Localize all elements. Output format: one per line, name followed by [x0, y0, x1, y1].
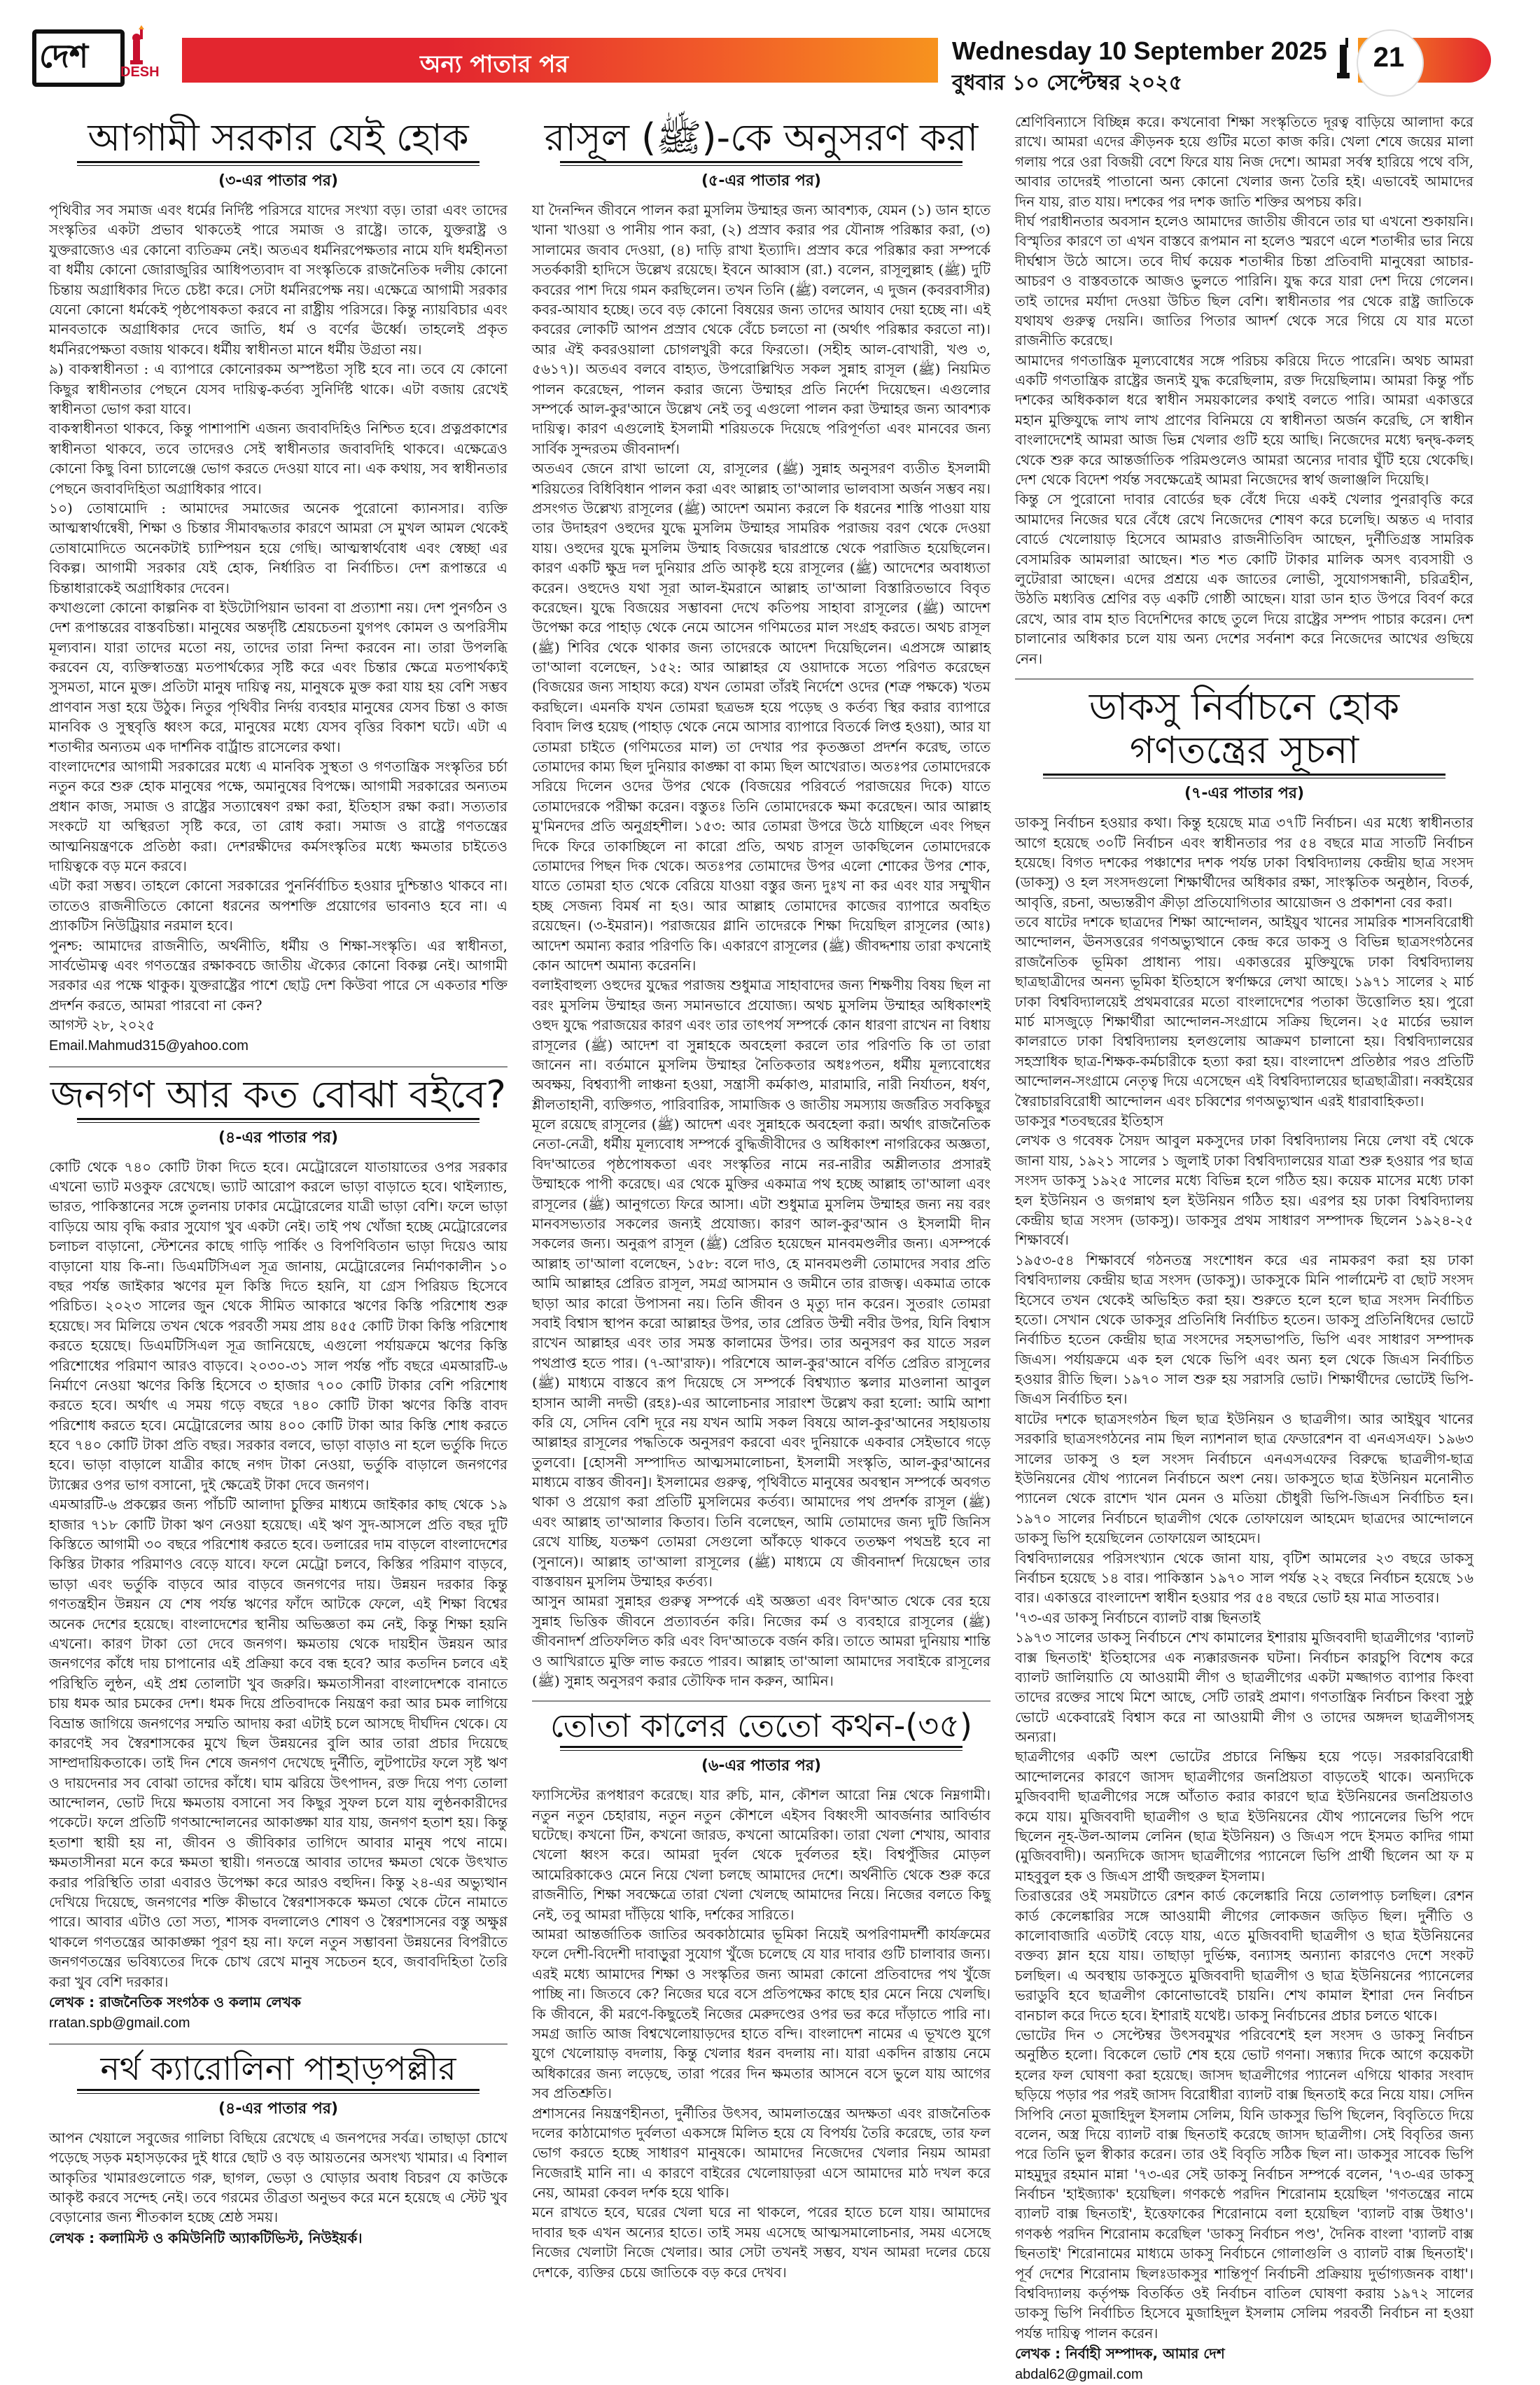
paragraph: আমাদের গণতান্ত্রিক মূল্যবোধের সঙ্গে পরিচয় করিয়ে দিতে পারেনি। অথচ আমরা একটি গণতান্ত্রিক রাষ্ট্রের জন্যই যুদ্ধ করেছিলাম, রক্ত দিয়েছিলাম। আমরা কিন্তু পাঁচ দশকের অধিককাল ধরে স্বাধীন সময়কালের কথাই বলতে পারি। আমরা একাত্তরে মহান মুক্তিযুদ্ধে লাখ লাখ প্রাণের বিনিময়ে যে স্বাধীনতা অর্জন করেছি, সে স্বাধীন বাংলাদেশেই আমরা আজ ভিন্ন খেলার গুটি হয়ে আছি। নিজেদের মধ্যে দ্বন্দ্ব-কলহ থেকে শুরু করে আন্তর্জাতিক পরিমণ্ডলেও আমরা অন্যের দাবার ঘুঁটি হয়ে থেকেছি। দেশ থেকে বিদেশ পর্যন্ত সবক্ষেত্রেই আমরা নিজেদের স্বার্থ জলাঞ্জলি দিয়েছি। — [1015, 351, 1474, 489]
paragraph: বাকস্বাধীনতা থাকবে, কিন্তু পাশাপাশি এজন্য জবাবদিহিও নিশ্চিত হবে। প্রত্নপ্রকাশের স্বাধীনতা থাকবে, তবে তাদেরও সেই স্বাধীনতার জবাবদিহি থাকবে। এক্ষেত্রেও কোনো কিছু বিনা চ্যালেঞ্জে ভোগ করতে দেওয়া যাবে না। এক কথায়, সব স্বাধীনতার পেছনে জবাবদিহিতা অগ্রাধিকার পাবে। — [49, 420, 507, 497]
author-email[interactable]: Email.Mahmud315@yahoo.com — [49, 1037, 248, 1054]
paragraph: মনে রাখতে হবে, ঘরের খেলা ঘরে না থাকলে, পরের হাতে চলে যায়। আমাদের দাবার ছক এখন অন্যের হাতে। তাই সময় এসেছে আত্মসমালোচনার, সময় এসেছে নিজের খেলাটা নিজে খেলার। আর সেটা তখনই সম্ভব, যখন আমরা দলের চেয়ে দেশকে, ব্যক্তির চেয়ে জাতিকে বড় করে দেখব। — [532, 2204, 990, 2281]
author-line: লেখক : রাজনৈতিক সংগঠক ও কলাম লেখক — [49, 1994, 301, 2010]
date-english: Wednesday 10 September 2025 — [952, 36, 1327, 65]
logo-text: দেশ — [39, 37, 89, 75]
continuation-note: (৪-এর পাতার পর) — [218, 1128, 338, 1147]
article-body — [532, 200, 990, 1691]
article-title[interactable]: তোতা কালের তেতো কথন-(৩৫) — [550, 1707, 973, 1745]
author-email[interactable]: rratan.spb@gmail.com — [49, 2015, 190, 2031]
liberty-statue-icon — [120, 28, 151, 64]
section-banner — [182, 38, 938, 83]
paragraph: ১৯৭৩ সালের ডাকসু নির্বাচনে শেখ কামালের ইশারায় মুজিববাদী ছাত্রলীগের 'ব্যালট বাক্স ছিনতাই' ইতিহাসের এক ন্যক্কারজনক ঘটনা। নির্বাচন কারচুপি বিশেষ করে ব্যালট জালিয়াতি যে আওয়ামী লীগ ও ছাত্রলীগের একটা মজ্জাগত ব্যাপার কিংবা তাদের রক্তের সাথে মিশে আছে, সেটি তারই প্রমাণ। গণতান্ত্রিক নির্বাচন কিংবা সুষ্ঠু ভোটে একেবারেই বিশ্বাস করে না আওয়ামী লীগ ও তাদের অঙ্গদল ছাত্রলীগসহ অন্যরা। — [1015, 1629, 1474, 1746]
column-middle — [532, 112, 990, 2366]
desh-logo[interactable] — [28, 25, 175, 95]
paragraph: ১৯৫৩-৫৪ শিক্ষাবর্ষে গঠনতন্ত্র সংশোধন করে এর নামকরণ করা হয় ঢাকা বিশ্ববিদ্যালয় কেন্দ্রীয় ছাত্র সংসদ (ডাকসু)। ডাকসুকে মিনি পার্লামেন্ট বা ছোট সংসদ হিসেবে তখন থেকেই অভিহিত করা হয়। শুরুতে হলে হলে ছাত্র সংসদ নির্বাচিত হতো। সেখান থেকে ডাকসুর প্রতিনিধি নির্বাচিত হতেন। ডাকসু প্রতিনিধিদের ভোটে নির্বাচিত হতেন কেন্দ্রীয় ছাত্র সংসদের সহসভাপতি, ভিপি এবং সাধারণ সম্পাদক জিএস। পর্যায়ক্রমে এক হল থেকে ভিপি এবং অন্য হল থেকে জিএস নির্বাচিত হওয়ার রীতি ছিল। ১৯৭০ সাল শুরু হয় সরাসরি ভোট। শিক্ষার্থীদের ভোটেই ভিপি-জিএস নির্বাচিত হন। — [1015, 1251, 1474, 1408]
paragraph: তবে ষাটের দশকে ছাত্রদের শিক্ষা আন্দোলন, আইয়ুব খানের সামরিক শাসনবিরোধী আন্দোলন, ঊনসত্তরের গণঅভ্যুত্থানে কেন্দ্র করে ডাকসু ও বিভিন্ন ছাত্রসংগঠনের রাজনৈতিক ভূমিকা প্রাধান্য পায়। একাত্তরের মুক্তিযুদ্ধে ঢাকা বিশ্ববিদ্যালয় ছাত্রছাত্রীদের অনন্য ভূমিকা ইতিহাসে স্বর্ণাক্ষরে লেখা আছে। ১৯৭১ সালের ২ মার্চ ঢাকা বিশ্ববিদ্যালয়েই প্রথমবারের মতো বাংলাদেশের পতাকা উত্তোলিত হয়। পুরো মার্চ মাসজুড়ে শিক্ষার্থীরা আন্দোলন-সংগ্রামে সক্রিয় ছিলেন। ২৫ মার্চের ভয়াল কালরাতে ঢাকা বিশ্ববিদ্যালয় হলগুলোয় আক্রমণ চালানো হয়। বিশ্ববিদ্যালয়ের সহস্রাধিক ছাত্র-শিক্ষক-কর্মচারীকে হত্যা করা হয়। বাংলাদেশ প্রতিষ্ঠার পরও প্রতিটি আন্দোলন-সংগ্রামে নেতৃত্ব দিয়ে এসেছেন এই বিশ্ববিদ্যালয়ের ছাত্রছাত্রীরা। নব্বইয়ের স্বৈরাচারবিরোধী আন্দোলন এবং চব্বিশের গণঅভ্যুত্থান এরই ধারাবাহিকতা। — [1015, 914, 1474, 1110]
article-title[interactable]: নর্থ ক্যারোলিনা পাহাড়পল্লীর — [100, 2050, 456, 2087]
article-title[interactable]: ডাকসু নির্বাচনে হোক গণতন্ত্রের সূচনা — [1088, 684, 1400, 773]
continuation-note: (৩-এর পাতার পর) — [218, 172, 339, 190]
subheading: ডাকসুর শতবছরের ইতিহাস — [1015, 1112, 1164, 1129]
paragraph: অতএব জেনে রাখা ভালো যে, রাসূলের (ﷺ) সুন্নাহ অনুসরণ ব্যতীত ইসলামী শরিয়তের বিধিবিধান পালন করা এবং আল্লাহ তা'আলার ভালবাসা অর্জন সম্ভব নয়। প্রসংগত উল্লেখ্য রাসূলের (ﷺ) আদেশ অমান্য করলে কি ধরনের শাস্তি পাওয়া যায় তার উদাহরণ ওহুদের যুদ্ধে মুসলিম উম্মাহর সামরিক পরাজয় বরণ থেকে দেওয়া যায়। ওহুদের যুদ্ধে মুসলিম উম্মাহ বিজয়ের দ্বারপ্রান্তে থেকে পরাজিত হয়েছিলেন। কারণ একটি ক্ষুদ্র দল দুনিয়ার প্রতি আকৃষ্ট হয়ে রাসূলের (ﷺ) আদেশের অবাধ্যতা করেন। ওহুদেও যথা সূরা আল-ইমরানে আল্লাহ তা'আলা বিস্তারিতভাবে বিবৃত করেছেন। যুদ্ধে বিজয়ের সম্ভাবনা দেখে কতিপয় সাহাবা রাসূলের (ﷺ) আদেশ উপেক্ষা করে পাহাড় থেকে নেমে আসেন গণিমতের মাল সংগ্রহ করতে। অথচ রাসূল (ﷺ) শিবির থেকে থাকার জন্য তাদেরকে আদেশ দিয়েছিলেন। এপ্রসঙ্গে আল্লাহ তা'আলা বলেছেন, ১৫২: আর আল্লাহর যে ওয়াদাকে সত্যে পরিণত করেছেন (বিজয়ের জন্য সাহায্য করে) যখন তোমরা তাঁরই নির্দেশে ওদের (শত্রু পক্ষকে) খতম করছিলে। এমনকি যখন তোমরা ছত্রভঙ্গ হয়ে পড়েছ ও কর্তব্য স্থির করার ব্যাপারে বিবাদ লিপ্ত হয়েছ (পাহাড় থেকে নেমে আসার ব্যাপারে বিতর্কে লিপ্ত হওয়া), আর যা তোমরা চাইতে (গণিমতের মাল) তা দেখার পর কৃতজ্ঞতা প্রদর্শন করেছ, তাতে তোমাদের কাম্য ছিল দুনিয়ার কাঙ্ক্ষা বা কাম্য ছিল আখেরাত। অতঃপর তোমাদেরকে সরিয়ে দিলেন ওদের উপর থেকে (বিজয়ের পরিবর্তে পরাজয়ের দিকে) যাতে তোমাদেরকে পরীক্ষা করেন। বস্তুতঃ তিনি তোমাদেরকে ক্ষমা করেছেন। আর আল্লাহ মু'মিনদের প্রতি অনুগ্রহশীল। ১৫৩: আর তোমরা উপরে উঠে যাচ্ছিলে এবং পিছন দিকে ফিরে তাকাচ্ছিলে না কারো প্রতি, অথচ রাসূল ডাকছিলেন তোমাদেরকে তোমাদের পিছন দিক থেকে। অতঃপর তোমাদের উপর এলো শোকের উপর শোক, যাতে তোমরা হাত থেকে বেরিয়ে যাওয়া বস্তুর জন্য দুঃখ না কর এবং যার সম্মুখীন হচ্ছ সেজন্য বিমর্ষ না হও। আর আল্লাহ তোমাদের কাজের ব্যাপারে অবহিত রয়েছেন। (৩-ইমরান)। পরাজয়ের গ্লানি তাদেরকে শিক্ষা দিয়েছিল রাসূলের (আঃ) আদেশ অমান্য করার পরিণতি কি। একারণে রাসূলের (ﷺ) জীবদ্দশায় তারা কখনোই কোন আদেশ অমান্য করেননি। — [532, 460, 990, 974]
paragraph: ১০) তোষামোদি : আমাদের সমাজের অনেক পুরোনো ক্যানসার। ব্যক্তি আত্মস্বার্থান্বেষী, শিক্ষা ও চিন্তার সীমাবদ্ধতার কারণে আমরা সে মুখল আমল থেকেই তোষামোদিতে অনেকটাই চ্যাম্পিয়ন হয়ে গেছি। আত্মস্বার্থবোধ এবং স্বেচ্ছা এর বিকল্প। আগামী সরকার যেই হোক, নির্ধারিত বা নির্বাচিত। দেশ রূপান্তরে এ চিন্তাধারাকেই অগ্রাধিকার দেবেন। — [49, 499, 507, 596]
page-header — [28, 25, 1512, 95]
column-right — [1015, 112, 1474, 2383]
continuation-note: (৭-এর পাতার পর) — [1184, 785, 1305, 803]
paragraph: এমআরটি-৬ প্রকল্পের জন্য পাঁচটি আলাদা চুক্তির মাধ্যমে জাইকার কাছ থেকে ১৯ হাজার ৭১৮ কোটি টাকা ঋণ নেওয়া হয়েছে। এই ঋণ সুদ-আসলে প্রতি বছর দুটি কিস্তিতে আগামী ৩০ বছরে পরিশোধ করতে হবে। ডলারের দাম বাড়লে বাংলাদেশের কিস্তির টাকার পরিমাণও বেড়ে যাবে। ফলে মেট্রো চলবে, কিস্তির পরিমাণ বাড়বে, ভাড়া এবং ভর্তুকি বাড়বে আর বাড়বে জনগণের দায়। উন্নয়ন দরকার কিন্তু গণতন্ত্রহীন উন্নয়ন যে শেষ পর্যন্ত ঋণের ফাঁদে আটকে ফেলে, এই শিক্ষা বিশ্বের অনেক দেশের হয়েছে। বাংলাদেশের স্থানীয় অভিজ্ঞতা কম নেই, কিন্তু শিক্ষা হয়নি এখনো। কারণ টাকা তো দেবে জনগণ। ক্ষমতায় থেকে দায়হীন উন্নয়ন আর জনগণের কাঁধে দায় চাপানোর এই প্রক্রিয়া কবে বন্ধ হবে? আর কতদিন চলবে এই পরিস্থিতি লুন্ঠন, এই প্রশ্ন তোলাটা খুব জরুরি। ক্ষমতাসীনরা বাংলাদেশকে বানাতে চায় ধমক আর চমকের দেশ। ধমক দিয়ে প্রতিবাদকে নিয়ন্ত্রণ করা আর চমক লাগিয়ে বিভ্রান্ত জাগিয়ে জনগণের সম্মতি আদায় করা এটাই চলে আসছে দীর্ঘদিন থেকে। যে কারণেই সব স্বৈরশাসকের মুখে ছিল উন্নয়নের বুলি আর তারা প্রচার দিয়েছে সাম্প্রদায়িকতাকে। তাই দিন শেষে জনগণ দেখেছে দুর্নীতি, লুটপাটের ফলে সৃষ্ট ঋণ ও দায়দেনার সব বোঝা তাদের কাঁধে। ঘাম ঝরিয়ে উৎপাদন, রক্ত দিয়ে পণ্য তোলা আন্দোলন, ভোট দিয়ে ক্ষমতায় বসানো সব কিছুর সুফল চলে যায় লুণ্ঠনকারীদের পকেটে। ফলে প্রতিটি গণআন্দোলনের আকাঙ্ক্ষা যার যায়, জনগণ হতাশ হয়। কিন্তু হতাশা স্থায়ী হয় না, জীবন ও জীবিকার তাগিদে আবার মানুষ পথে নামে। ক্ষমতাসীনরা মনে করে ক্ষমতা স্থায়ী। গনতন্ত্রে আবার তাদের ক্ষমতা থেকে উৎখাত করার পরিস্থিতি তারা এবারও উপেক্ষা করে আরও বহুদিন। কিন্তু ২৪-এর অভ্যুত্থান দেখিয়ে দিয়েছে, জনগণের শক্তি কীভাবে স্বৈরশাসককে ক্ষমতা থেকে টেনে নামাতে পারে। আবার এটাও তো সত্য, শাসক বদলালেও শোষণ ও স্বৈরশাসনের বস্তু অক্ষুণ্ণ থাকলে গণতন্ত্রের আকাঙ্ক্ষা পূরণ হয় না। ফলে নতুন সম্ভাবনা উন্নয়নের বিপরীতে জনগণতন্ত্রের ভবিষ্যতের দিকে চোখ রেখে মানুষ সচেতন হবে, জবাবদিহিতা তৈরি করা খুব বেশি দরকার। — [49, 1496, 507, 1990]
section-divider — [532, 1700, 990, 1702]
paragraph: লেখক ও গবেষক সৈয়দ আবুল মকসুদের ঢাকা বিশ্ববিদ্যালয় নিয়ে লেখা বই থেকে জানা যায়, ১৯২১ সালের ১ জুলাই ঢাকা বিশ্ববিদ্যালয়ের যাত্রা শুরু হওয়ার পর ছাত্র সংসদ ডাকসু ১৯২৫ সালের মধ্যে বিভিন্ন হলে গঠিত হয়। কয়েক মাসের মধ্যে ঢাকা হল ইউনিয়ন ও জগন্নাথ হল ইউনিয়ন গঠিত হয়। এরপর হয় ঢাকা বিশ্ববিদ্যালয় কেন্দ্রীয় ছাত্র সংসদ (ডাকসু)। ডাকসুর প্রথম সাধারণ সম্পাদক ছিলেন ১৯২৪-২৫ শিক্ষাবর্ষে। — [1015, 1132, 1474, 1249]
article-dakshu-nirbachon — [1015, 685, 1474, 2385]
paragraph: ভোটের দিন ৩ সেপ্টেম্বর উৎসবমুখর পরিবেশেই হল সংসদ ও ডাকসু নির্বাচন অনুষ্ঠিত হলো। বিকেলে ভোট শেষ হয়ে ভোট গণনা। সন্ধ্যার দিকে আগে কয়েকটা হলের ফল ঘোষণা করা হয়েছে। জাসদ ছাত্রলীগের প্যানেল এগিয়ে থাকার সংবাদ ছড়িয়ে পড়ার পর পরই জাসদ বিরোধীরা ব্যালট বাক্স ছিনতাই করে নিয়ে যায়। সেদিন সিপিবি নেতা মুজাহিদুল ইসলাম সেলিম, যিনি ডাকসুর ভিপি ছিলেন, বিবৃতিতে দিয়ে বলেন, অস্ত্র দিয়ে ব্যালট বাক্স ছিনতাই করেছে জাসদ ছাত্রলীগ। সেই বিবৃতির জন্য পরে তিনি ভুল স্বীকার করেন। তার ওই বিবৃতি সঠিক ছিল না। ডাকসুর সাবেক ভিপি মাহমুদুর রহমান মান্না '৭৩-এর সেই ডাকসু নির্বাচন সম্পর্কে বলেন, '৭৩-এর ডাকসু নির্বাচন 'হাইজ্যাক' হয়েছিল। গণকণ্ঠে পরদিন শিরোনাম হয়েছিল 'গণতন্ত্রের নামে ব্যালট বাক্স ছিনতাই', ইত্তেফাকের শিরোনামে বলা হয়েছিল 'ব্যালট বাক্স উধাও'। গণকণ্ঠ পরদিন শিরোনাম করেছিল 'ডাকসু নির্বাচন পণ্ড', দৈনিক বাংলা 'ব্যালট বাক্স ছিনতাই' শিরোনামের মাধ্যমে ডাকসু নির্বাচনে গোলাগুলি ও ব্যালট বাক্স ছিনতাই'। পূর্ব দেশের শিরোনাম ছিলঃডাকসুর শান্তিপূর্ণ নির্বাচনী প্রক্রিয়ায় দুর্ভাগ্যজনক বাধা'। বিশ্ববিদ্যালয় কর্তৃপক্ষ বিতর্কিত ওই নির্বাচন বাতিল ঘোষণা করায় ১৯৭২ সালের ডাকসু ভিপি নির্বাচিত হিসেবে মুজাহিদুল ইসলাম সেলিম পরবর্তী নির্বাচন না হওয়া পর্যন্ত দায়িত্ব পালন করেন। — [1015, 2026, 1474, 2342]
paragraph: বলাইবাহুল্য ওহুদের যুদ্ধের পরাজয় শুধুমাত্র সাহাবাদের জন্য শিক্ষণীয় বিষয় ছিল না বরং মুসলিম উম্মাহর জন্য সমানভাবে প্রযোজ্য। অথচ মুসলিম উম্মাহর অধিকাংশই ওহুদ যুদ্ধে পরাজয়ের কারণ এবং তার তাৎপর্য সম্পর্কে কোন ধারণা রাখেন না বিধায় রাসূলের (ﷺ) আদেশ বা সুন্নাহকে অবহেলা করলে তার পরিণতি কি তা তারা জানেন না। বর্তমানে মুসলিম উম্মাহর নৈতিকতার অধঃপতন, ধর্মীয় মূল্যবোধের অবক্ষয়, বিশ্বব্যাপী লাঞ্চনা হওয়া, সন্ত্রাসী কর্মকাণ্ড, মারামারি, নারী নির্যাতন, ধর্ষণ, শ্লীলতাহানী, ব্যক্তিগত, পারিবারিক, সামাজিক ও জাতীয় সমস্যায় জর্জরিত সবকিছুর মূলে রয়েছে রাসূলের (ﷺ) আদেশ এবং সুন্নাহকে অবহেলা করা। অর্থাৎ রাজনৈতিক নেতা-নেত্রী, ধর্মীয় মূল্যবোধ সম্পর্কে বুদ্ধিজীবীদের ও অধিকাংশ নাগরিকের অজ্ঞতা, বিদ'আতের পৃষ্ঠপোষকতা এবং সংস্কৃতির নামে নর-নারীর অশ্লীলতার প্রসারই উম্মাহকে পাপী করেছে। এর থেকে মুক্তির একমাত্র পথ হচ্ছে আল্লাহ তা'আলা এবং রাসূলের (ﷺ) আনুগত্যে ফিরে আসা। এটা শুধুমাত্র মুসলিম উম্মাহর জন্য নয় বরং মানবসভ্যতার সকলের জন্যই প্রযোজ্য। কারণ আল-কুর'আন ও ইসলামী দীন সকলের জন্য। অনুরূপ রাসূল (ﷺ) প্রেরিত হয়েছেন মানবমণ্ডলীর জন্য। এসম্পর্কে আল্লাহ তা'আলা বলেছেন, ১৫৮: বলে দাও, হে মানবমণ্ডলী তোমাদের সবার প্রতি আমি আল্লাহর প্রেরিত রাসূল, সমগ্র আসমান ও জমীনে তার রাজত্ব। একমাত্র তাকে ছাড়া আর কারো উপাসনা নয়। তিনি জীবন ও মৃত্যু দান করেন। সুতরাং তোমরা সবাই বিশ্বাস স্থাপন করো আল্লাহর উপর, তার প্রেরিত উম্মী নবীর উপর, যিনি বিশ্বাস রাখেন আল্লাহর এবং তার সমস্ত কালামের উপর। তার অনুসরণ কর যাতে সরল পথপ্রাপ্ত হতে পার। (৭-আ'রাফ)। পরিশেষে আল-কুর'আনে বর্ণিত প্রেরিত রাসূলের (ﷺ) মাধ্যমে বাস্তবে রূপ দিয়েছে সে সম্পর্কে বিশ্বখ্যাত স্কলার মাওলানা আবুল হাসান আলী নদভী (রহঃ)-এর আলোচনার সারাংশ উল্লেখ করা হলো: আমি আশা করি যে, সেদিন বেশি দূরে নয় যখন আমি সকল বিষয়ে আল-কুর'আনের সহায়তায় আল্লাহর রাসূলের পদ্ধতিকে অনুসরণ করবো এবং দুনিয়াকে একবার সেইভাবে গড়ে তুলবো। [হোসনী সম্পাদিত আত্মসমালোচনা, ইসলামী সংস্কৃতি, আল-কুর'আনের মাধ্যমে বাস্তব জীবন]। ইসলামের গুরুত্ব, পৃথিবীতে মানুষের অবস্থান সম্পর্কে অবগত থাকা ও প্রয়োগ করা প্রতিটি মুসলিমের কর্তব্য। আমাদের পথ প্রদর্শক রাসূল (ﷺ) এবং আল্লাহ তা'আলার কিতাব। তিনি বলেছেন, আমি তোমাদের জন্য দুটি জিনিস রেখে যাচ্ছি, যতক্ষণ তোমরা সেগুলো আঁকড়ে থাকবে ততক্ষণ পথভ্রষ্ট হবে না (সুনানে)। আল্লাহ তা'আলা রাসূলের (ﷺ) মাধ্যমে যে জীবনাদর্শ দিয়েছেন তার বাস্তবায়ন মুসলিম উম্মাহর কর্তব্য। — [532, 977, 990, 1590]
author-line: লেখক : কলামিস্ট ও কমিউনিটি অ্যাকটিভিস্ট, নিউইয়র্ক। — [49, 2229, 363, 2246]
article-tota-kaler — [532, 1707, 990, 2282]
continuation-note: (৫-এর পাতার পর) — [701, 172, 821, 190]
article-body — [1015, 813, 1474, 2343]
paragraph: ফ্যাসিস্টের রূপধারণ করেছে। যার রুচি, মান, কৌশল আরো নিম্ন থেকে নিম্নগামী। নতুন নতুন চেহারায়, নতুন নতুন কৌশলে এইসব বিধ্বংসী আবর্জনার আবির্ভাব ঘটেছে। কখনো টিন, কখনো জারড, কখনো আমেরিকা। তারা খেলা শেখায়, আবার খেলো ধ্বংস করে। আমরা দুর্বল থেকে দুর্বলতর হই। বিশ্বপুঁজির মোড়ল আমেরিকাকেও মেনে নিয়ে খেলা চলছে আমাদের দেশে। অর্থনীতি থেকে শুরু করে রাজনীতি, শিক্ষা সবক্ষেত্রে তারা খেলা খেলছে আমাদের নিয়ে। নিজের বলতে কিছু নেই, তবু আমরা দাঁড়িয়ে থাকি, দর্শকের সারিতে। — [532, 1786, 990, 1923]
paragraph: ডাকসু নির্বাচন হওয়ার কথা। কিন্তু হয়েছে মাত্র ৩৭টি নির্বাচন। এর মধ্যে স্বাধীনতার আগে হয়েছে ৩০টি নির্বাচন এবং স্বাধীনতার পর ৫৪ বছরে মাত্র সাতটি নির্বাচন হয়েছে। বিগত দশকের পঞ্চাশের দশক পর্যন্ত ঢাকা বিশ্ববিদ্যালয় কেন্দ্রীয় ছাত্র সংসদ (ডাকসু) ও হল সংসদগুলো শিক্ষার্থীদের অধিকার রক্ষা, সাংস্কৃতিক অনুষ্ঠান, বিতর্ক, আবৃত্তি, রচনা, অভ্যন্তরীণ ক্রীড়া প্রতিযোগিতার আয়োজন ও প্রকাশনা বের করা। — [1015, 814, 1474, 911]
article-body — [49, 1157, 507, 1992]
continuation-note: (৬-এর পাতার পর) — [701, 1757, 822, 1775]
banner-label: অন্য পাতার পর — [420, 50, 569, 78]
continuation-note: (৪-এর পাতার পর) — [218, 2099, 338, 2118]
section-divider — [49, 1066, 507, 1068]
date-bangla: বুধবার ১০ সেপ্টেম্বর ২০২৫ — [952, 71, 1183, 95]
title-rule — [77, 2089, 479, 2094]
section-divider — [1015, 678, 1474, 680]
paragraph: ষাটের দশকে ছাত্রসংগঠন ছিল ছাত্র ইউনিয়ন ও ছাত্রলীগ। আর আইয়ুব খানের সরকারি ছাত্রসংগঠনের নাম ছিল ন্যাশনাল ছাত্র ফেডারেশন বা এনএসএফ। ১৯৬৩ সালের ডাকসু ও হল সংসদ নির্বাচনে এনএসএফের বিরুদ্ধে ছাত্রলীগ-ছাত্র ইউনিয়নের যৌথ প্যানেল নির্বাচনে অংশ নেয়। ডাকসুতে ছাত্র ইউনিয়ন মনোনীত প্যানেল থেকে রাশেদ খান মেনন ও মতিয়া চৌধুরী ভিপি-জিএস নির্বাচিত হন। ১৯৭০ সালের নির্বাচনে ছাত্রলীগ থেকে তোফায়েল আহমেদ ছাত্রদের আন্দোলনে ডাকসু ভিপি হয়েছিলেন তোফায়েল আহমেদ। — [1015, 1410, 1474, 1547]
title-rule — [77, 161, 479, 166]
paragraph: বাংলাদেশের আগামী সরকারের মধ্যে এ মানবিক সুস্থতা ও গণতান্ত্রিক সংস্কৃতির চর্চা নতুন করে শুরু হোক মানুষের পক্ষে, অমানুষের বিপক্ষে। আগামী সরকারের অন্যতম প্রধান কাজ, সমাজ ও রাষ্ট্রের সত্যান্বেষণ রক্ষা করা, ইতিহাস রক্ষা করা। সত্যতার সংকটে যা অস্থিরতা সৃষ্টি করে, তা রোধ করা। সমাজ ও রাষ্ট্রে গণতন্ত্রের আত্মনিয়ন্ত্রণকে প্রতিষ্ঠা করা। দেশরক্ষীদের কর্মসংস্কৃতির মধ্যে ক্ষমতার চাইতেও দায়িত্বকে বড় মনে করবে। — [49, 758, 507, 874]
paragraph: পৃথিবীর সব সমাজ এবং ধর্মের নির্দিষ্ট পরিসরে যাদের সংখ্যা বড়। তারা এবং তাদের সংস্কৃতির একটা প্রভাব থাকতেই পারে সমাজ ও রাষ্ট্রে। তাকে, যুক্তরাষ্ট্র ও যুক্তরাজ্যেও এর কোনো ব্যতিক্রম নেই। অতএব ধর্মনিরপেক্ষতার নামে যদি ধর্মহীনতা বা ধর্মীয় কোনো জোরাজুরির আধিপত্যবাদ বা সংস্কৃতিকে রাজনৈতিক দলীয় কোনো চিন্তায় অগ্রাধিকার দিতে চেষ্টা করে। সেটা ধর্মনিরপেক্ষ নয়। এক্ষেত্রে আগামী সরকার যেনো কোনো ধর্মকেই পৃষ্ঠপোষকতা করবে না রাষ্ট্রীয় পরিসরে। কিন্তু ন্যায়বিচার এবং মানবতাকে অগ্রাধিকার দেবে জাতি, ধর্ম ও বর্ণের ঊর্ধ্বে। তাহলেই প্রকৃত ধর্মনিরপেক্ষতা বজায় থাকবে। ধর্মীয় স্বাধীনতা মানে ধর্মীয় উগ্রতা নয়। — [49, 202, 507, 358]
article-north-carolina — [49, 2050, 507, 2248]
paragraph: পুনশ্চ: আমাদের রাজনীতি, অর্থনীতি, ধর্মীয় ও শিক্ষা-সংস্কৃতি। এর স্বাধীনতা, সার্বভৌমত্ব এবং গণতন্ত্রের রক্ষাকবচে জাতীয় ঐক্যের কোনো বিকল্প নেই। আগামী সরকার এর পক্ষে থাকুক। যুক্তরাষ্ট্রের পাশে ছোট্ট দেশ কিউবা পারে সে একতার শক্তি প্রদর্শন করতে, আমরা পারবো না কেন? — [49, 937, 507, 1014]
column-left — [49, 112, 507, 2366]
article-tota-kaler-continued — [1015, 112, 1474, 669]
paragraph: শ্রেণিবিন্যাসে বিচ্ছিন্ন করে। কখনোবা শিক্ষা সংস্কৃতিতে দূরত্ব বাড়িয়ে আলাদা করে রাখে। আমরা এদের ক্রীড়নক হয়ে গুটির মতো কাজ করি। খেলা শেষে জয়ের মালা গলায় পরে ওরা বিজয়ী বেশে ফিরে যায় নিজ দেশে। আমরা সর্বস্ব হারিয়ে পথে বসি, আবার তাদেরই পাতানো অন্য কোনো খেলার জন্য তৈরি হই। এভাবেই আমাদের দিন যায়, রাত যায়। দশকের পর দশক জাতি শক্তির অপচয় করি। — [1015, 113, 1474, 210]
article-title[interactable]: জনগণ আর কত বোঝা বইবে? — [50, 1072, 506, 1117]
paragraph: যা দৈনন্দিন জীবনে পালন করা মুসলিম উম্মাহর জন্য আবশ্যক, যেমন (১) ডান হাতে খানা খাওয়া ও পানীয় পান করা, (২) প্রস্রাব করার পর যৌনাঙ্গ পরিষ্কার করা, (৩) সালামের জবাব দেওয়া, (৪) দাড়ি রাখা ইত্যাদি। প্রস্রাব করে পরিষ্কার করা সম্পর্কে সতর্ককারী হাদিসে উল্লেখ রয়েছে। ইবনে আব্বাস (রা.) বলেন, রাসূলুল্লাহ (ﷺ) দুটি কবরের পাশ দিয়ে গমন করছিলেন। তখন তিনি (ﷺ) বললেন, এ দুজন (কবরবাসীর) কবর-আযাব হচ্ছে। তবে বড় কোনো বিষয়ের জন্য তাদের আযাব দেয়া হচ্ছে না। এই কবরের লোকটি আপন প্রস্রাব থেকে বেঁচে চলতো না (অর্থাৎ পরিষ্কার করতো না)। আর ঐই কবরওয়ালা চোগলখুরী করে ফিরতো। (সহীহ আল-বোখারী, খণ্ড ৩, ৫৬১৭)। অতএব বলবে বাহ্যত, উপরোল্লিখিত সকল সুন্নাহ রাসূল (ﷺ) নিয়মিত পালন করেছেন, পালন করার জন্যে উম্মাহর প্রতি নির্দেশ দিয়েছেন। এগুলোর সম্পর্কে আল-কুর'আনে উল্লেখ নেই তবু এগুলো পালন করা উম্মাহর জন্য আবশ্যক দায়িত্ব। কারণ এগুলোই ইসলামী শরিয়তকে দিয়েছে পরিপূর্ণতা এবং মানবের জন্য সার্বিক সুন্দরতম জীবনাদর্শ। — [532, 202, 990, 457]
author-line: লেখক : নির্বাহী সম্পাদক, আমার দেশ — [1015, 2345, 1225, 2363]
logo-subtitle: DESH — [120, 64, 160, 80]
paragraph: কোটি থেকে ৭৪০ কোটি টাকা দিতে হবে। মেট্রোরেলে যাতায়াতের ওপর সরকার এখনো ভ্যাট মওকুফ রেখেছে। ভ্যাট আরোপ করলে ভাড়া বাড়াতে হবে। থাইল্যান্ড, ভারত, পাকিস্তানের সঙ্গে তুলনায় ঢাকার মেট্রোরেলের যাত্রী ভাড়া বেশি। ফলে ভাড়া বাড়িয়ে আয় বৃদ্ধি করার সুযোগ খুব একটা নেই। তাই পথ খোঁজা হচ্ছে মেট্রোরেলের চলাচল বাড়ানো, স্টেশনের কাছে গাড়ি পার্কিং ও বিপণিবিতান ভাড়া দিয়েও আয় বাড়ানো যায় কি-না। ডিএমটিসিএল সূত্র জানায়, মেট্রোরেলের নির্মাণকালীন ১০ বছর পর্যন্ত জাইকার ঋণের মূল কিস্তি দিতে হয়নি, যা গ্রেস পিরিয়ড হিসেবে পরিচিত। ২০২৩ সালের জুন থেকে সীমিত আকারে ঋণের কিস্তি পরিশোধ শুরু হয়েছে। সব মিলিয়ে তখন থেকে পরবর্তী সময় প্রায় ৪৫৫ কোটি টাকা কিস্তি পরিশোধ করতে হয়েছে। ডিএমটিসিএল সূত্র জানিয়েছে, এগুলো পর্যায়ক্রমে ঋণের কিস্তি পরিশোধের পরিমাণ আরও বাড়বে। ২০৩০-৩১ সাল পর্যন্ত পাঁচ বছরে এমআরটি-৬ নির্মাণে নেওয়া ঋণের কিস্তি হিসেবে ৩ হাজার ৭০০ কোটি টাকার বেশি পরিশোধ করতে হবে। অর্থাৎ এ সময় গড়ে বছরে ৭৪০ কোটি টাকা ঋণের কিস্তি বাবদ পরিশোধ করতে হবে। মেট্রোরেলের আয় ৪০০ কোটি টাকা আর কিস্তি শোধ করতে হবে ৭৪০ কোটি টাকা প্রতি বছর। সরকার বলবে, ভাড়া বাড়াও না হলে ভর্তুকি দিতে হবে। ভাড়া বাড়ালে যাত্রীর কাছে নগদ টাকা নেওয়া, ভর্তুকি বাড়ালে জনগণের ট্যাক্সের ওপর ভাগ বসানো, দুই ক্ষেত্রেই টাকা দেবে জনগণ। — [49, 1158, 507, 1493]
paragraph: তিরাত্তরের ওই সময়টাতে রেশন কার্ড কেলেঙ্কারি নিয়ে তোলপাড় চলছিল। রেশন কার্ড কেলেঙ্কারির সঙ্গে আওয়ামী লীগের লোকজন জড়িত ছিল। দুর্নীতি ও কালোবাজারি এতটাই বেড়ে যায়, এতে মুজিববাদী ছাত্রলীগ ও ছাত্র ইউনিয়নের বক্তব্য ম্লান হয়ে যায়। তাছাড়া দুর্ভিক্ষ, বন্যাসহ অন্যান্য কারণেও দেশে সংকট চলছিল। এ অবস্থায় ডাকসুতে মুজিববাদী ছাত্রলীগ ও ছাত্র ইউনিয়নের প্যানেলের ভরাডুবি হবে ছাত্রলীগ কোনোভাবেই চায়নি। শেখ কামাল ইশারা দেন নির্বাচন বানচাল করে দিতে হবে। ইশারাই যথেষ্ট। ডাকসু নির্বাচনের প্রচার চলতে থাকে। — [1015, 1887, 1474, 2024]
paragraph: আসুন আমরা সুন্নাহর গুরুত্ব সম্পর্কে এই অজ্ঞতা এবং বিদ'আত থেকে বের হয়ে সুন্নাহ ভিত্তিক জীবনে প্রত্যাবর্তন করি। নিজের কর্ম ও ব্যবহারে রাসূলের (ﷺ) জীবনাদর্শ প্রতিফলিত করি এবং বিদ'আতকে বর্জন করি। তাতে আমরা দুনিয়ায় শান্তি ও আখিরাতে মুক্তি লাভ করতে পারব। আল্লাহ তা'আলা আমাদের সবাইকে রাসূলের (ﷺ) সুন্নাহ অনুসরণ করার তৌফিক দান করুন, আমিন। — [532, 1593, 990, 1689]
article-agami-sorkar — [49, 116, 507, 1056]
paragraph: আমরা আন্তর্জাতিক জাতির অবকাঠামোর ভূমিকা নিয়েই অপরিণামদর্শী কার্যক্রমের ফলে দেশী-বিদেশী দাবাড়ুরা সুযোগ খুঁজে চলেছে যে যার দাবার গুটি চালাবার জন্য। এরই মধ্যে আমাদের শিক্ষা ও সংস্কৃতির জন্য আমরা কোনো প্রতিবাদের পথ খুঁজে পাচ্ছি না। জিতবে কে? নিজের ঘরে বসে প্রতিপক্ষের কাছে হার মেনে নিয়ে খেলছি। কি জীবনে, কী মরণে-কিছুতেই নিজের মেরুদণ্ডের ওপর ভর করে দাঁড়াতে পারি না। সমগ্র জাতি আজ বিশ্বখেলোয়াড়দের হাতে বন্দি। বাংলাদেশ নামের এ ভূখণ্ডে যুগে যুগে খেলোয়াড় বদলায়, কিন্তু খেলার ধরন বদলায় না। যারা একদিন রাস্তায় নেমে অধিকারের জন্য লড়েছে, তারা পরের দিন ক্ষমতার আসনে বসে ভুলে যায় আগের সব প্রতিশ্রুতি। — [532, 1926, 990, 2102]
article-body — [1015, 112, 1474, 669]
paragraph: আপন খেয়ালে সবুজের গালিচা বিছিয়ে রেখেছে এ জনপদের সর্বত্র। তাছাড়া চোখে পড়েছে সড়ক মহাসড়কের দুই ধারে ছোট ও বড় আয়তনের অসংখ্য খামার। এ বিশাল আকৃতির খামারগুলোতে গরু, ছাগল, ভেড়া ও ঘোড়ার অবাধ বিচরণ যে কাউকে আকৃষ্ট করবে সন্দেহ নেই। তবে গরমের তীব্রতা অনুভব করে মনে হয়েছে এ স্টেট খুব বেড়ানোর জন্য শীতকাল হচ্ছে শ্রেষ্ঠ সময়। — [49, 2129, 507, 2226]
paragraph: ছাত্রলীগের একটি অংশ ভোটের প্রচারে নিষ্ক্রিয় হয়ে পড়ে। সরকারবিরোধী আন্দোলনের কারণে জাসদ ছাত্রলীগের জনপ্রিয়তা বাড়তেই থাকে। অন্যদিকে মুজিববাদী ছাত্রলীগের সঙ্গে আঁতাত করার কারণে ছাত্র ইউনিয়নের জনপ্রিয়তাও কমে যায়। মুজিববাদী ছাত্রলীগ ও ছাত্র ইউনিয়নের যৌথ প্যানেলের ভিপি পদে ছিলেন নূহ-উল-আলম লেনিন (ছাত্র ইউনিয়ন) ও জিএস পদে ইসমত কাদির গামা (মুজিববাদী)। অন্যদিকে জাসদ ছাত্রলীগের প্যানেলে ভিপি প্রার্থী ছিলেন আ ফ ম মাহবুবুল হক ও জিএস প্রার্থী জহুরুল ইসলাম। — [1015, 1748, 1474, 1884]
article-body — [49, 2128, 507, 2227]
paragraph: এটা করা সম্ভব। তাহলে কোনো সরকারের পুনর্নির্বাচিত হওয়ার দুশ্চিন্তাও থাকবে না। তাতেও রাজনীতিতে কোনো ধরনের অপশক্তি প্রয়োগের ভাবনাও হবে না। এ প্র্যাকটিস নিউট্রিয়ার নরমাল হবে। — [49, 877, 507, 935]
article-rasul-onusoron — [532, 116, 990, 1691]
article-body — [532, 1785, 990, 2282]
article-title[interactable]: আগামী সরকার যেই হোক — [88, 116, 469, 160]
article-body — [49, 200, 507, 1035]
liberty-statue-icon — [1331, 38, 1357, 80]
article-title[interactable]: রাসূল (ﷺ)-কে অনুসরণ করা — [544, 116, 979, 160]
section-divider — [49, 2043, 507, 2045]
title-rule — [560, 161, 962, 166]
paragraph: কিন্তু সে পুরোনো দাবার বোর্ডের ছক বেঁধে দিয়ে একই খেলার পুনরাবৃত্তি করে আমাদের নিজের ঘরে বেঁধে রেখে নিজেদের শোষণ করে চলেছি। অন্তত এ দাবার বোর্ডে খেলোয়াড় হিসেবে আমরাও রাজনীতিবিদ আছেন, দুর্নীতিগ্রস্ত সামরিক বেসামরিক আমলারা আছেন। শত শত কোটি টাকার মালিক অসৎ ব্যবসায়ী ও লুটেরারা আছেন। এদের প্রশ্রয়ে এক জাতের লোভী, সুযোগসন্ধানী, চরিত্রহীন, উঠতি মধ্যবিত্ত শ্রেণির বড় একটি গোষ্ঠী আছেন। যারা ডান হাত উপরে বিবর্ণ করে রেখে, আর বাম হাত বিদেশিদের কাছে তুলে দিয়ে রাষ্ট্রের সম্পদ পাচার করেন। দেশ চালানোর অধিকার চলে যায় অন্য দেশের সর্বনাশ করে নিজেদের আখের গুছিয়ে নেন। — [1015, 491, 1474, 667]
dateline: আগস্ট ২৮, ২০২৫ — [49, 1016, 155, 1034]
paragraph: বিশ্ববিদ্যালয়ের পরিসংখ্যান থেকে জানা যায়, বৃটিশ আমলের ২৩ বছরে ডাকসু নির্বাচন হয়েছে ১৪ বার। পাকিস্তান ১৯৭০ সাল পর্যন্ত ২২ বছরে নির্বাচন হয়েছে ১৬ বার। একাত্তরে বাংলাদেশ স্বাধীন হওয়ার পর ৫৪ বছরে ভোট হয় মাত্র সাতবার। — [1015, 1549, 1474, 1607]
subheading: '৭৩-এর ডাকসু নির্বাচনে ব্যালট বাক্স ছিনতাই — [1015, 1609, 1261, 1626]
title-rule — [1043, 774, 1446, 778]
page-number: 21 — [1373, 42, 1405, 73]
paragraph: দীর্ঘ পরাধীনতার অবসান হলেও আমাদের জাতীয় জীবনে তার ঘা এখনো শুকায়নি। বিস্মৃতির কারণে তা এখন বাস্তবে রূপমান না হলেও স্মরণে এলে শতাব্দীর ভার নিয়ে দীর্ঘশ্বাস উঠে আসে। তবে দীর্ঘ কয়েক শতাব্দীর চিন্তা প্রতিবাদী মানুষেরা আচার-আচরণ ও বাস্তবতাকে আজও ভুলতে পারিনি। যুদ্ধ করে যারা দেশ দিয়ে গেলেন। তাই তাদের মর্যাদা দেওয়া উচিত ছিল বেশি। স্বাধীনতার পর থেকে রাষ্ট্র জাতিকে যথাযথ গুরুত্ব দেয়নি। জাতির পিতার আদর্শ থেকে সরে গিয়ে যে যার মতো রাজনীতি করেছে। — [1015, 212, 1474, 349]
paragraph: প্রশাসনের নিয়ন্ত্রণহীনতা, দুর্নীতির উৎসব, আমলাতন্ত্রের অদক্ষতা এবং রাজনৈতিক দলের কাঠামোগত দুর্বলতা একসঙ্গে মিলিত হয়ে যে বিপর্যয় তৈরি করেছে, তার ফল ভোগ করতে হচ্ছে সাধারণ মানুষকে। আমাদের নিজেদের খেলার নিয়ম আমরা নিজেরাই মানি না। এ কারণে বাইরের খেলোয়াড়রা এসে আমাদের মাঠ দখল করে নেয়, আমরা কেবল দর্শক হয়ে থাকি। — [532, 2104, 990, 2202]
paragraph: ৯) বাকস্বাধীনতা : এ ব্যাপারে কোনোরকম অস্পষ্টতা সৃষ্টি হবে না। তবে যে কোনো কিছুর স্বাধীনতার পেছনে যেসব দায়িত্ব-কর্তব্য সুনির্দিষ্ট থাকে। এটা বজায় রেখেই স্বাধীনতা ভোগ করা যাবে। — [49, 361, 507, 417]
title-rule — [560, 1746, 962, 1751]
article-jonogon-bojha — [49, 1073, 507, 2034]
author-email[interactable]: abdal62@gmail.com — [1015, 2367, 1143, 2383]
title-rule — [77, 1118, 479, 1123]
paragraph: কখাগুলো কোনো কাল্পনিক বা ইউটোপিয়ান ভাবনা বা প্রত্যাশা নয়। দেশ পুনর্গঠন ও দেশ রূপান্তরের বাস্তবচিন্তা। মানুষের অন্তর্দৃষ্টি শ্রেয়চেতনা যুগপৎ কোমল ও অপরিসীম মূল্যবান। যারা তাদের মতো নয়, তাদের তারা নিন্দা করবেন না। তারা উপলব্ধি করবেন যে, ব্যক্তিস্বাতন্ত্র্য মতপার্থক্যের সৃষ্টি করে এবং চিন্তার ক্ষেত্রে মতপার্থক্যই সুসমতা, মানে মুক্ত। প্রতিটা মানুষ দায়িত্ব নয়, মানুষকে মুক্ত করা যায় হয় বেশি সম্ভব প্রাণবান সত্তা হয়ে উঠুক। নিতুর পৃথিবীর নির্দয় ব্যবহার মানুষের যেসব চিন্তা ও কাজ মানবিক ও সুস্থবৃত্তি ধ্বংস করে, মানুষের মধ্যে যেসব বৃত্তির বিকাশ ঘটে। এটা এ শতাব্দীর অন্যতম এক দার্শনিক বার্ট্রান্ড রাসেলের কথা। — [49, 599, 507, 755]
